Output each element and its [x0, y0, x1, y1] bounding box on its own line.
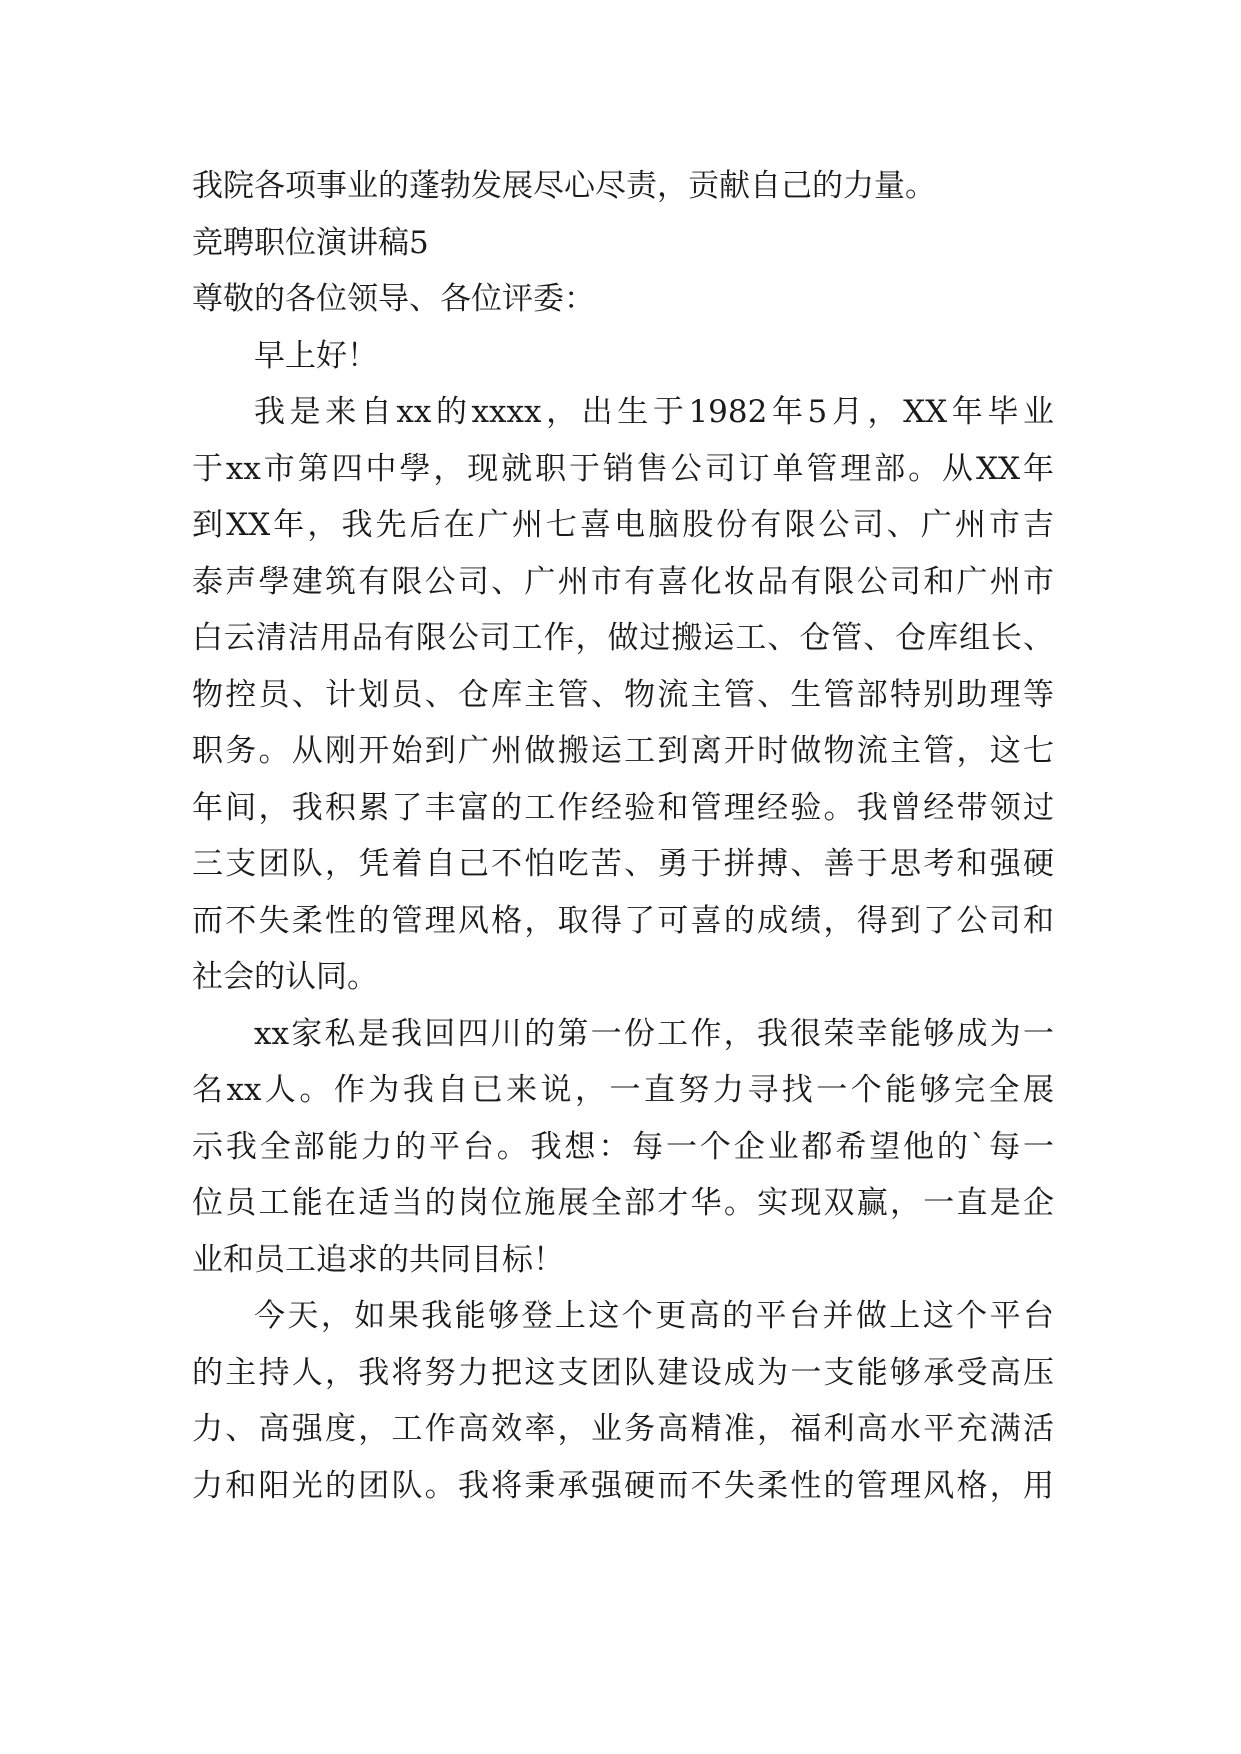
- paragraph-1: [192, 384, 1054, 1006]
- paragraph-line: 于xx市第四中學，现就职于销售公司订单管理部。从XX年: [192, 450, 1054, 487]
- salutation: 尊敬的各位领导、各位评委：: [192, 281, 595, 317]
- paragraph-3: [192, 1288, 1054, 1514]
- closing-line: 我院各项事业的蓬勃发展尽心尽责，贡献自己的力量。: [192, 168, 936, 204]
- paragraph-line: 泰声學建筑有限公司、广州市有喜化妆品有限公司和广州市: [192, 563, 1054, 600]
- paragraph-line: 名xx人。作为我自已来说，一直努力寻找一个能够完全展: [192, 1072, 1054, 1108]
- paragraph-line: 职务。从刚开始到广州做搬运工到离开时做物流主管，这七: [192, 733, 1054, 769]
- paragraph-line: 力和阳光的团队。我将秉承强硬而不失柔性的管理风格，用: [192, 1467, 1054, 1504]
- paragraph-line: 业和员工追求的共同目标！: [192, 1241, 564, 1278]
- greeting: 早上好！: [254, 337, 378, 374]
- paragraph-line: 而不失柔性的管理风格，取得了可喜的成绩，得到了公司和: [192, 902, 1054, 939]
- paragraph-line: 的主持人，我将努力把这支团队建设成为一支能够承受高压: [192, 1354, 1054, 1391]
- paragraph-line: 白云清洁用品有限公司工作，做过搬运工、仓管、仓库组长、: [192, 620, 1054, 656]
- paragraph-line: 社会的认同。: [192, 959, 378, 995]
- paragraph-line: 示我全部能力的平台。我想：每一个企业都希望他的`每一: [192, 1128, 1054, 1165]
- paragraph-2: [192, 1006, 1054, 1289]
- section-title: 竞聘职位演讲稿5: [192, 224, 429, 261]
- paragraph-line: 今天，如果我能够登上这个更高的平台并做上这个平台: [254, 1298, 1054, 1334]
- document-body: [192, 158, 1054, 1514]
- paragraph-line: xx家私是我回四川的第一份工作，我很荣幸能够成为一: [254, 1015, 1054, 1052]
- paragraph-line: 三支团队，凭着自己不怕吃苦、勇于拼搏、善于思考和强硬: [192, 846, 1054, 882]
- paragraph-line: 到XX年，我先后在广州七喜电脑股份有限公司、广州市吉: [192, 507, 1054, 543]
- paragraph-line: 我是来自xx的xxxx，出生于1982年5月，XX年毕业: [254, 394, 1054, 430]
- paragraph-line: 力、高强度，工作高效率，业务高精准，福利高水平充满活: [192, 1411, 1054, 1447]
- paragraph-line: 年间，我积累了丰富的工作经验和管理经验。我曾经带领过: [192, 789, 1054, 826]
- paragraph-line: 物控员、计划员、仓库主管、物流主管、生管部特别助理等: [192, 676, 1054, 713]
- paragraph-line: 位员工能在适当的岗位施展全部才华。实现双赢，一直是企: [192, 1185, 1054, 1221]
